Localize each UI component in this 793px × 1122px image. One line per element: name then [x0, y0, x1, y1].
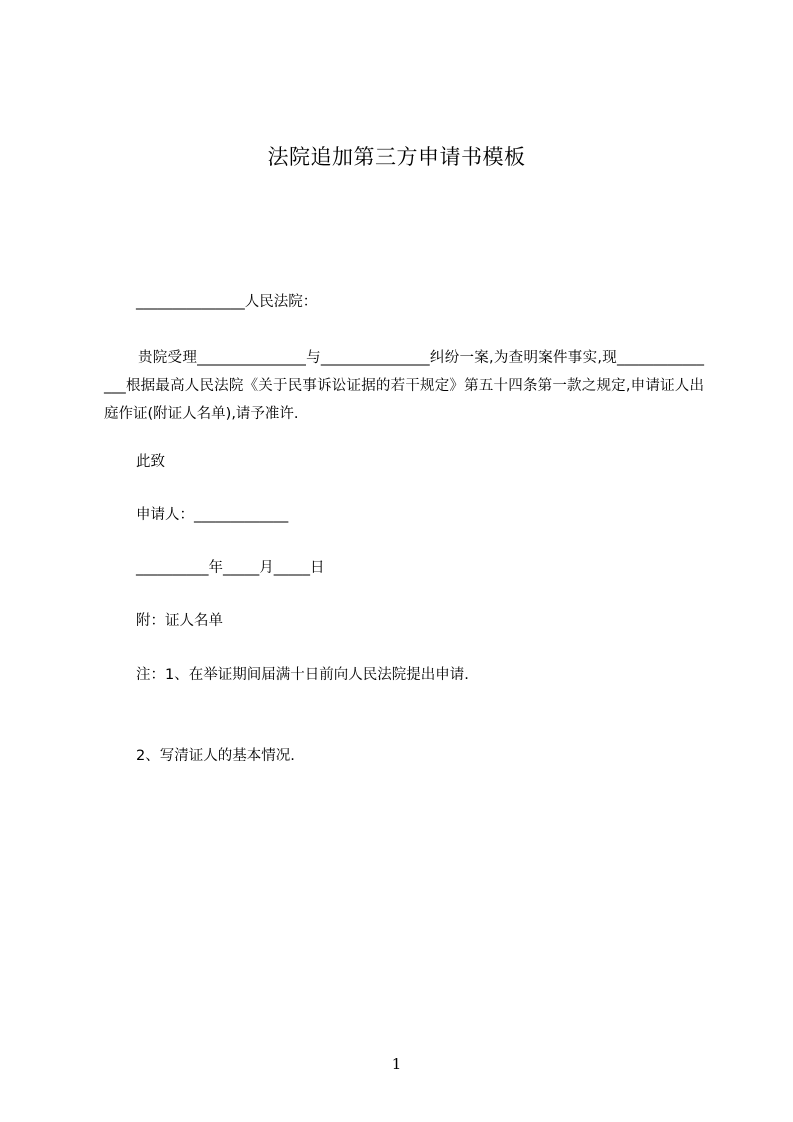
salutation: 此致 [136, 454, 165, 470]
attachment-line: 附：证人名单 [136, 613, 223, 629]
date-line: __________年_____月_____日 [136, 560, 325, 576]
page-number: 1 [391, 1055, 402, 1073]
addressee-line: _______________人民法院： [136, 294, 318, 310]
body-paragraph: 贵院受理_______________与_______________纠纷一案,为查明案件事实,现_______________根据最高人民法院《关于民事诉讼证据的若干规定》第五十四条第一款之规定,申请证人出庭作证(附证人名单),请予准许. [104, 350, 704, 422]
document-title: 法院追加第三方申请书模板 [267, 145, 526, 169]
note-line-2: 2、写清证人的基本情况. [136, 748, 295, 764]
applicant-line: 申请人：_____________ [136, 507, 289, 523]
note-line-1: 注：1、在举证期间届满十日前向人民法院提出申请. [136, 667, 469, 683]
